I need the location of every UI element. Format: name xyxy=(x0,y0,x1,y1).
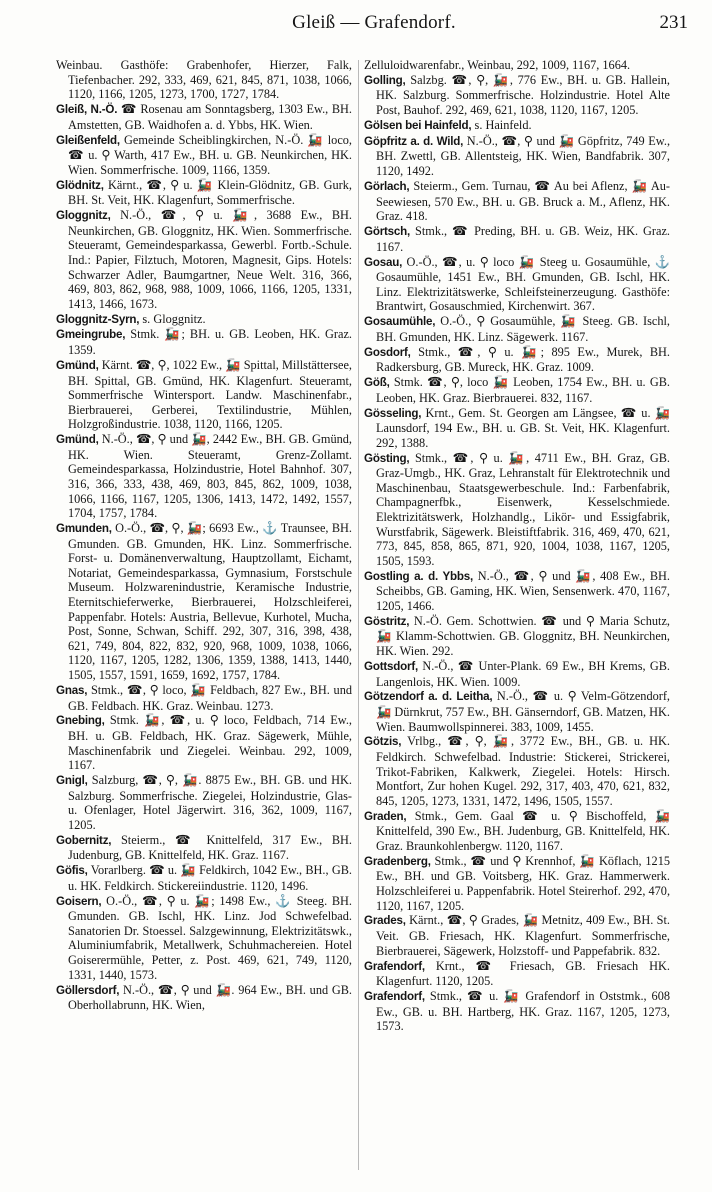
entry-heading: Görlach, xyxy=(364,179,410,193)
gazetteer-entry xyxy=(364,569,670,614)
entry-text: Kärnt., ☎, ⚲ Grades, 🚂 Metnitz, 409 Ew., BH. St. Veit. GB. Friesach, HK. Klagenfurt. Sommerfrische, Bierbrauerei, Sägewerk, Holzstoff- und Pappefabrik. 832. xyxy=(376,913,670,958)
gazetteer-entry xyxy=(364,255,670,314)
entry-text: Weinbau. Gasthöfe: Grabenhofer, Hierzer, Falk, Tiefenbacher. 292, 333, 469, 621, 845, 871, 1038, 1066, 1120, 1166, 1205, 1273, 1700, 1727, 1784. xyxy=(56,58,352,102)
entry-heading: Glödnitz, xyxy=(56,178,104,192)
gazetteer-entry xyxy=(56,833,352,863)
entry-text: Krnt., Gem. St. Georgen am Längsee, ☎ u. 🚂 Launsdorf, 194 Ew., BH. u. GB. St. Veit, HK. Klagenfurt. 292, 1388. xyxy=(376,405,671,450)
gazetteer-entry xyxy=(364,179,670,224)
gazetteer-entry xyxy=(56,863,352,893)
gazetteer-entry xyxy=(364,58,670,73)
left-column xyxy=(56,58,352,1013)
entry-heading: Gloggnitz, xyxy=(56,209,111,223)
gazetteer-entry xyxy=(56,327,352,357)
entry-heading: Gnas, xyxy=(56,683,88,697)
entry-text: Kärnt., ☎, ⚲ u. 🚂 Klein-Glödnitz, GB. Gurk, BH. St. Veit, HK. Klagenfurt, Sommerfrische. xyxy=(68,177,353,208)
entry-heading: Göpfritz a. d. Wild, xyxy=(364,134,464,148)
entry-text: Stmk., ☎, ⚲ loco, 🚂 Feldbach, 827 Ew., BH. und GB. Feldbach. HK. Graz. Weinbau. 1273. xyxy=(68,682,352,713)
entry-text: Stmk. 🚂, ☎, u. ⚲ loco, Feldbach, 714 Ew., BH. u. GB. Feldbach, HK. Graz. Sägewerk, Mühle, Maschinenfabrik und Ziegelei. Weinbau. 292, 1009, 1167. xyxy=(68,713,352,773)
gazetteer-entry xyxy=(56,178,352,208)
entry-heading: Gmünd, xyxy=(56,358,99,372)
gazetteer-entry xyxy=(56,133,352,178)
entry-text: Salzbg. ☎, ⚲, 🚂, 776 Ew., BH. u. GB. Hallein, HK. Salzburg. Sommerfrische. Holzindustrie. Hotel Alte Post, Bauhof. 292, 469, 621, 1038, 1120, 1167, 1205. xyxy=(376,72,670,118)
gazetteer-entry xyxy=(56,208,352,311)
entry-heading: Gösting, xyxy=(364,451,410,465)
page-header xyxy=(56,8,692,44)
entry-text: Gemeinde Scheiblingkirchen, N.-Ö. 🚂 loco, ☎ u. ⚲ Warth, 417 Ew., BH. u. GB. Neunkirchen, HK. Wien. Sommerfrische. 1009, 1166, 1359. xyxy=(68,132,353,177)
gazetteer-entry xyxy=(364,314,670,344)
gazetteer-entry xyxy=(56,983,352,1013)
entry-text: O.-Ö., ☎, ⚲, 🚂; 6693 Ew., ⚓ Traunsee, BH. Gmunden. GB. Gmunden, HK. Linz. Sommerfrische. Forst- u. Domänenverwaltung, Hauptzollamt, Eichamt, Notariat, Gemeindesparkassa, Gymnasium, Forstschule Museum. Holzwarenindustrie, Keramische Industrie, Eternitschieferwerke, Bierbrauerei, Holzschleiferei, Pappenfabr. Hotels: Austria, Bellevue, Kurhotel, Mucha, Post, Sonne, Schwan, Schiff. 292, 307, 316, 398, 438, 621, 749, 804, 822, 832, 920, 968, 1009, 1038, 1066, 1120, 1167, 1205, 1282, 1306, 1359, 1388, 1413, 1440, 1505, 1557, 1591, 1659, 1692, 1757, 1784. xyxy=(68,521,352,683)
entry-heading: Gosaumühle, xyxy=(364,315,436,329)
entry-heading: Grafendorf, xyxy=(364,990,425,1004)
gazetteer-entry xyxy=(364,406,670,451)
gazetteer-entry xyxy=(364,134,670,179)
entry-text: N.-Ö., ☎, ⚲ und 🚂. 964 Ew., BH. und GB. Oberhollabrunn, HK. Wien, xyxy=(68,982,352,1013)
entry-heading: Gottsdorf, xyxy=(364,659,419,673)
entry-text: ☎ Rosenau am Sonntagsberg, 1303 Ew., BH. Amstetten, GB. Waidhofen a. d. Ybbs, HK. Wien. xyxy=(68,102,353,132)
entry-heading: Gmünd, xyxy=(56,433,99,447)
gazetteer-entry xyxy=(56,432,352,521)
entry-heading: Golling, xyxy=(364,73,406,87)
gazetteer-entry xyxy=(364,854,670,913)
entry-heading: Göstritz, xyxy=(364,614,410,628)
entry-heading: Grades, xyxy=(364,914,406,928)
gazetteer-entry xyxy=(364,614,670,659)
entry-heading: Gosdorf, xyxy=(364,345,411,359)
gazetteer-entry xyxy=(364,73,670,118)
entry-heading: Gösseling, xyxy=(364,406,422,420)
entry-text: O.-Ö., ☎, u. ⚲ loco 🚂 Steeg u. Gosaumühle, ⚓ Gosaumühle, 1451 Ew., BH. Gmunden, GB. Ischl, HK. Linz. Elektrizitätswerke, Schleifsteinerzeugung. Gasthöfe: Brantwirt, Gosauschmied, Kirchenwirt. 367. xyxy=(376,254,671,314)
entry-heading: Gleiß, N.-Ö. xyxy=(56,103,118,117)
entry-heading: Gmeingrube, xyxy=(56,328,126,342)
entry-heading: Goisern, xyxy=(56,894,102,908)
gazetteer-entry xyxy=(56,894,352,983)
entry-heading: Gostling a. d. Ybbs, xyxy=(364,569,474,583)
gazetteer-entry xyxy=(364,689,670,734)
entry-heading: Götzis, xyxy=(364,735,402,749)
entry-text: s. Hainfeld. xyxy=(474,117,532,132)
gazetteer-entry xyxy=(364,734,670,808)
gazetteer-entry xyxy=(364,989,670,1034)
entry-heading: Gleißenfeld, xyxy=(56,133,120,147)
gazetteer-entry xyxy=(364,451,670,569)
entry-heading: Grafendorf, xyxy=(364,959,425,973)
entry-text: Stmk., Gem. Gaal ☎ u. ⚲ Bischoffeld, 🚂 Knittelfeld, 390 Ew., BH. Judenburg, GB. Knittelfeld, HK. Graz. Braunkohlenbergw. 1120, 1167. xyxy=(376,808,670,853)
gazetteer-entry xyxy=(56,683,352,713)
gazetteer-entry xyxy=(364,345,670,375)
entry-text: Zelluloidwarenfabr., Weinbau, 292, 1009, 1167, 1664. xyxy=(364,58,631,72)
entry-heading: Gobernitz, xyxy=(56,833,112,847)
gazetteer-entry xyxy=(364,118,670,134)
entry-text: Salzburg, ☎, ⚲, 🚂. 8875 Ew., BH. GB. und HK. Salzburg. Sommerfrische. Ziegelei, Holzindustrie, Glas- u. Ofenlager, Hotel Jägerwirt. 316, 362, 1009, 1167, 1205. xyxy=(68,773,352,832)
gazetteer-entry xyxy=(56,312,352,328)
entry-text: Stmk., ☎, ⚲ u. 🚂; 895 Ew., Murek, BH. Radkersburg, GB. Mureck, HK. Graz. 1009. xyxy=(376,344,670,375)
entry-text: Kärnt. ☎, ⚲, 1022 Ew., 🚂 Spittal, Millstättersee, BH. Spittal, GB. Gmünd, HK. Klagenfurt. Steueramt, Sommerfrische Wintersport. Landw. Maschinenfabr., Bierbrauerei, Gerberei, Textilindustrie, Mühlen, Holzgroßindustrie. 1038, 1120, 1166, 1205. xyxy=(68,357,352,432)
entry-heading: Gnigl, xyxy=(56,774,88,788)
entry-heading: Graden, xyxy=(364,809,407,823)
entry-heading: Görtsch, xyxy=(364,225,411,239)
entry-text: N.-Ö., ☎, ⚲ und 🚂, 2442 Ew., BH. GB. Gmünd, HK. Wien. Steueramt, Grenz-Zollamt. Gemeindesparkassa, Holzindustrie, Hotel Bahnhof. 307, 316, 366, 333, 438, 469, 803, 845, 862, 1009, 1038, 1066, 1166, 1167, 1205, 1306, 1413, 1472, 1492, 1557, 1704, 1757, 1784. xyxy=(68,432,352,521)
entry-text: Stmk., ☎, ⚲ u. 🚂, 4711 Ew., BH. Graz, GB. Graz-Umgb., HK. Graz, Lehranstalt für Elektrotechnik und Maschinenbau, Staatsgewerbeschule. Ind.: Farbenfabrik, Champagnerfbk., Eisenwerk, Kesselschmiede. Elektrizitätswerk, Holzhandlg., Likör- und Essigfabrik, Wurstfabrik, Sägewerk. Bleistiftfabrik. 316, 469, 470, 621, 773, 845, 858, 865, 871, 920, 1004, 1038, 1167, 1205, 1505, 1593. xyxy=(376,450,671,568)
gazetteer-entry xyxy=(364,809,670,854)
gazetteer-entry xyxy=(364,959,670,989)
gazetteer-entry xyxy=(364,375,670,405)
entry-text: N.-Ö. Gem. Schottwien. ☎ und ⚲ Maria Schutz, 🚂 Klamm-Schottwien. GB. Gloggnitz, BH. Neunkirchen, HK. Wien. 292. xyxy=(376,613,671,659)
entry-heading: Gloggnitz-Syrn, xyxy=(56,312,140,326)
entry-text: N.-Ö., ☎, ⚲ und 🚂, 408 Ew., BH. Scheibbs, GB. Gaming, HK. Wien, Sensenwerk. 470, 1167, 1205, 1466. xyxy=(376,568,670,613)
entry-heading: Gosau, xyxy=(364,255,403,269)
entry-text: Krnt., ☎ Friesach, GB. Friesach HK. Klagenfurt. 1120, 1205. xyxy=(376,958,670,989)
entry-text: O.-Ö., ☎, ⚲ u. 🚂; 1498 Ew., ⚓ Steeg. BH. Gmunden. GB. Ischl, HK. Linz. Jod Schwefelbad. Sanatorien Dr. Stoessel. Salzgewinnung, Elektrizitätswk., Aluminiumfabrik, Metallwerk, Schuhmachereien. Hotel Goiserermühle, Petter, z. Post. 469, 621, 749, 1120, 1331, 1440, 1573. xyxy=(68,893,353,982)
entry-text: Stmk., ☎ u. 🚂 Grafendorf in Oststmk., 608 Ew., GB. u. BH. Hartberg, HK. Graz. 1167, 1205, 1273, 1573. xyxy=(376,989,671,1034)
entry-text: Stmk., ☎ und ⚲ Krennhof, 🚂 Köflach, 1215 Ew., BH. und GB. Voitsberg, HK. Graz. Hammerwerk. Holzschleiferei u. Pappenfabrik. Hotel Steirerhof. 292, 470, 1120, 1167, 1205. xyxy=(376,853,671,913)
page-number: 231 xyxy=(659,12,688,33)
gazetteer-entry xyxy=(56,713,352,772)
running-title: Gleiß — Grafendorf. xyxy=(292,12,456,33)
entry-heading: Göß, xyxy=(364,376,390,390)
entry-text: Steierm., ☎ Knittelfeld, 317 Ew., BH. Judenburg, GB. Knittelfeld, HK. Graz. 1167. xyxy=(68,832,352,863)
entry-heading: Göfis, xyxy=(56,864,88,878)
entry-heading: Gölsen bei Hainfeld, xyxy=(364,118,472,132)
entry-heading: Göllersdorf, xyxy=(56,983,120,997)
entry-heading: Götzendorf a. d. Leitha, xyxy=(364,690,493,704)
entry-text: Steierm., Gem. Turnau, ☎ Au bei Aflenz, 🚂 Au-Seewiesen, 570 Ew., BH. u. GB. Bruck a. M., Aflenz, HK. Graz. 418. xyxy=(376,178,670,224)
entry-heading: Gnebing, xyxy=(56,714,105,728)
column-divider xyxy=(358,60,359,1170)
gazetteer-entry xyxy=(56,521,352,683)
gazetteer-entry xyxy=(56,773,352,832)
entry-text: O.-Ö., ⚲ Gosaumühle, 🚂 Steeg. GB. Ischl, BH. Gmunden, HK. Linz. Sägewerk. 1167. xyxy=(376,314,670,344)
gazetteer-entry xyxy=(56,58,352,102)
gazetteer-entry xyxy=(364,913,670,958)
entry-text: Stmk., ☎ Preding, BH. u. GB. Weiz, HK. Graz. 1167. xyxy=(376,224,671,254)
entry-text: N.-Ö., ☎ u. ⚲ Velm-Götzendorf, 🚂 Dürnkrut, 757 Ew., BH. Gänserndorf, GB. Matzen, HK. Wien. Baumwollspinnerei. 383, 1009, 1455. xyxy=(376,689,671,734)
entry-heading: Gradenberg, xyxy=(364,854,431,868)
entry-text: Stmk. 🚂; BH. u. GB. Leoben, HK. Graz. 1359. xyxy=(68,327,352,358)
entry-text: N.-Ö., ☎, ⚲ und 🚂 Göpfritz, 749 Ew., BH. Zwettl, GB. Allentsteig, HK. Wien, Bandfabrik. 307, 1120, 1492. xyxy=(376,133,671,179)
entry-text: Stmk. ☎, ⚲, loco 🚂 Leoben, 1754 Ew., BH. u. GB. Leoben, HK. Graz. Bierbrauerei. 832, 1167. xyxy=(376,375,671,405)
entry-text: s. Gloggnitz. xyxy=(142,311,206,326)
gazetteer-entry xyxy=(364,224,670,254)
entry-text: N.-Ö., ☎ Unter-Plank. 69 Ew., BH Krems, GB. Langenlois, HK. Wien. 1009. xyxy=(376,658,671,689)
gazetteer-entry xyxy=(364,659,670,689)
right-column xyxy=(364,58,670,1034)
entry-text: Vrlbg., ☎, ⚲, 🚂, 3772 Ew., BH., GB. u. HK. Feldkirch. Schwefelbad. Industrie: Stickerei, Strickerei, Trikot-Fabriken, Kalkwerk, Ziegelei. Hotels: Hirsch. Montfort, Zur hohen Kugel. 292, 317, 403, 470, 621, 832, 845, 1205, 1273, 1331, 1472, 1496, 1505, 1557. xyxy=(376,734,670,808)
entry-text: N.-Ö., ☎, ⚲ u. 🚂, 3688 Ew., BH. Neunkirchen, GB. Gloggnitz, HK. Wien. Sommerfrische. Steueramt, Gemeindesparkassa, Gewerbl. Fortb.-Schule. Ind.: Papier, Filztuch, Motoren, Magnesit, Gips. Hotels: Schwarzer Adler, Baumgartner, Neue Welt. 316, 366, 469, 803, 862, 968, 988, 1009, 1066, 1166, 1205, 1331, 1413, 1466, 1673. xyxy=(68,208,352,311)
entry-heading: Gmunden, xyxy=(56,522,112,536)
gazetteer-entry xyxy=(56,102,352,132)
entry-text: Vorarlberg. ☎ u. 🚂 Feldkirch, 1042 Ew., BH., GB. u. HK. Feldkirch. Stickereiindustrie. 1120, 1496. xyxy=(68,863,352,893)
gazetteer-entry xyxy=(56,358,352,432)
